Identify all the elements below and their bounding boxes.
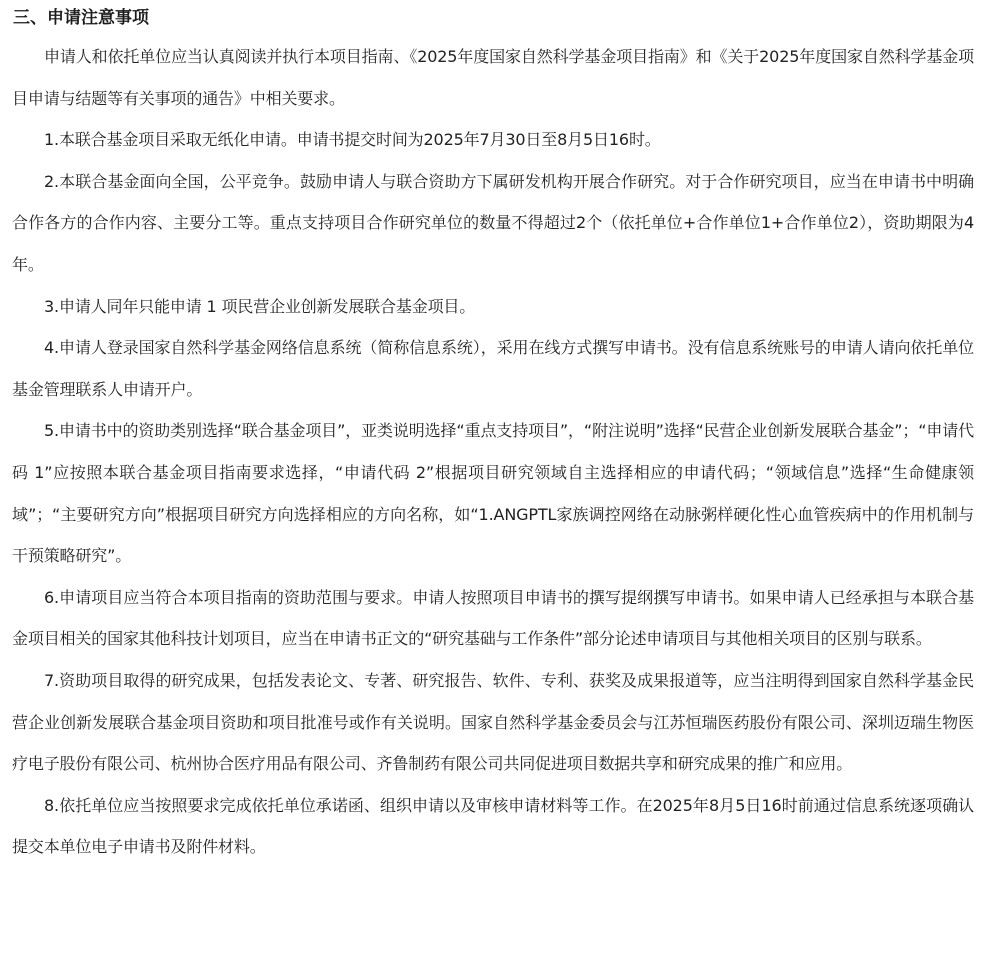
item-1-paragraph: 1.本联合基金项目采取无纸化申请。申请书提交时间为2025年7月30日至8月5日16时。 bbox=[44, 130, 661, 150]
item-3-paragraph: 3.申请人同年只能申请 1 项民营企业创新发展联合基金项目。 bbox=[44, 296, 476, 316]
document-body bbox=[12, 0, 974, 868]
item-7-paragraph: 7.资助项目取得的研究成果，包括发表论文、专著、研究报告、软件、专利、获奖及成果报道等，应当注明得到国家自然科学基金民营企业创新发展联合基金项目资助和项目批准号或作有关说明。国家自然科学基金委员会与江苏恒瑞医药股份有限公司、深圳迈瑞生物医疗电子股份有限公司、杭州协合医疗用品有限公司、齐鲁制药有限公司共同促进项目数据共享和研究成果的推广和应用。 bbox=[12, 670, 974, 774]
section-heading: 三、申请注意事项 bbox=[13, 8, 149, 28]
item-8-paragraph: 8.依托单位应当按照要求完成依托单位承诺函、组织申请以及审核申请材料等工作。在2025年8月5日16时前通过信息系统逐项确认提交本单位电子申请书及附件材料。 bbox=[12, 795, 974, 857]
item-4-paragraph: 4.申请人登录国家自然科学基金网络信息系统（简称信息系统），采用在线方式撰写申请书。没有信息系统账号的申请人请向依托单位基金管理联系人申请开户。 bbox=[12, 338, 974, 399]
item-6-paragraph: 6.申请项目应当符合本项目指南的资助范围与要求。申请人按照项目申请书的撰写提纲撰写申请书。如果申请人已经承担与本联合基金项目相关的国家其他科技计划项目，应当在申请书正文的“研究基础与工作条件”部分论述申请项目与其他相关项目的区别与联系。 bbox=[12, 587, 974, 649]
item-5-paragraph: 5.申请书中的资助类别选择“联合基金项目”，亚类说明选择“重点支持项目”，“附注说明”选择“民营企业创新发展联合基金”；“申请代码 1”应按照本联合基金项目指南要求选择，“申请代码 2”根据项目研究领域自主选择相应的申请代码；“领域信息”选择“生命健康领域”；“主要研究方向”根据项目研究方向选择相应的方向名称，如“1.ANGPTL家族调控网络在动脉粥样硬化性心血管疾病中的作用机制与干预策略研究”。 bbox=[12, 421, 974, 566]
intro-paragraph: 申请人和依托单位应当认真阅读并执行本项目指南、《2025年度国家自然科学基金项目指南》和《关于2025年度国家自然科学基金项目申请与结题等有关事项的通告》中相关要求。 bbox=[12, 47, 974, 108]
item-2-paragraph: 2.本联合基金面向全国，公平竞争。鼓励申请人与联合资助方下属研发机构开展合作研究。对于合作研究项目，应当在申请书中明确合作各方的合作内容、主要分工等。重点支持项目合作研究单位的数量不得超过2个（依托单位+合作单位1+合作单位2），资助期限为4年。 bbox=[12, 171, 974, 274]
